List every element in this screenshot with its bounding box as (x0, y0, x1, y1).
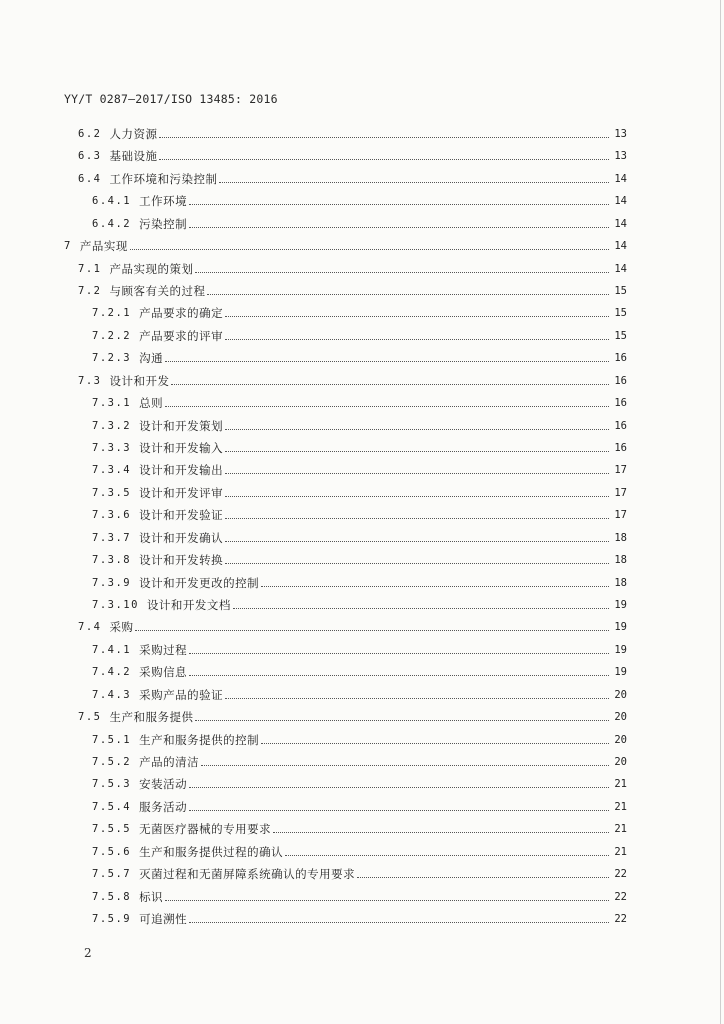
toc-entry-page: 21 (614, 823, 627, 835)
toc-entry-page: 16 (614, 442, 627, 454)
toc-entry-page: 19 (614, 644, 627, 656)
toc-entry-title: 人力资源 (109, 127, 158, 141)
toc-entry-number: 7.5.3 (92, 778, 132, 790)
toc-entry-page: 16 (614, 397, 627, 409)
toc-dot-leader (189, 653, 609, 654)
toc-entry-title: 设计和开发转换 (139, 553, 224, 567)
toc-entry-number: 6.4.1 (92, 195, 132, 207)
toc-entry-number: 7.1 (78, 263, 102, 275)
toc-entry-page: 20 (614, 711, 627, 723)
toc-entry[interactable] (92, 507, 627, 523)
toc-entry-title: 生产和服务提供的控制 (139, 733, 260, 747)
toc-dot-leader (225, 563, 609, 564)
toc-entry-title: 采购 (109, 620, 134, 634)
toc-entry-number: 7.5.2 (92, 756, 132, 768)
toc-entry-page: 13 (614, 128, 627, 140)
toc-entry[interactable] (78, 373, 627, 389)
toc-entry[interactable] (78, 126, 627, 142)
toc-entry-number: 7.3.3 (92, 442, 132, 454)
toc-entry-page: 17 (614, 509, 627, 521)
toc-entry[interactable] (92, 350, 627, 366)
toc-entry[interactable] (92, 395, 627, 411)
toc-dot-leader (225, 518, 609, 519)
toc-entry-number: 7 (64, 240, 72, 252)
toc-entry-title: 生产和服务提供过程的确认 (139, 845, 284, 859)
toc-entry-page: 22 (614, 891, 627, 903)
toc-entry[interactable] (92, 664, 627, 680)
toc-entry-title: 设计和开发文档 (146, 598, 231, 612)
toc-dot-leader (261, 743, 609, 744)
toc-entry[interactable] (92, 552, 627, 568)
toc-entry-number: 7.3.8 (92, 554, 132, 566)
toc-entry-page: 16 (614, 375, 627, 387)
toc-entry-page: 14 (614, 195, 627, 207)
toc-entry[interactable] (92, 866, 627, 882)
toc-entry-number: 7.5.8 (92, 891, 132, 903)
toc-entry-page: 14 (614, 218, 627, 230)
toc-entry-number: 7.2.3 (92, 352, 132, 364)
toc-dot-leader (189, 227, 609, 228)
toc-entry-page: 18 (614, 532, 627, 544)
toc-entry[interactable] (92, 530, 627, 546)
toc-entry-number: 7.4.1 (92, 644, 132, 656)
toc-entry[interactable] (92, 597, 627, 613)
toc-dot-leader (233, 608, 609, 609)
toc-entry-page: 14 (614, 263, 627, 275)
toc-entry-page: 14 (614, 240, 627, 252)
toc-dot-leader (201, 765, 609, 766)
toc-dot-leader (171, 384, 609, 385)
toc-entry[interactable] (92, 732, 627, 748)
toc-entry-number: 7.3.1 (92, 397, 132, 409)
toc-dot-leader (225, 451, 609, 452)
toc-entry[interactable] (92, 911, 627, 927)
toc-entry-page: 21 (614, 846, 627, 858)
toc-entry[interactable] (92, 193, 627, 209)
toc-entry[interactable] (92, 844, 627, 860)
toc-entry-title: 设计和开发输入 (139, 441, 224, 455)
toc-entry-page: 20 (614, 756, 627, 768)
toc-entry[interactable] (92, 440, 627, 456)
toc-entry[interactable] (92, 328, 627, 344)
toc-dot-leader (189, 675, 609, 676)
toc-entry-title: 产品实现的策划 (109, 262, 194, 276)
toc-entry[interactable] (92, 889, 627, 905)
toc-entry-number: 7.5.1 (92, 734, 132, 746)
toc-entry-page: 18 (614, 554, 627, 566)
toc-dot-leader (189, 787, 609, 788)
toc-entry-title: 采购过程 (139, 643, 188, 657)
toc-entry[interactable] (92, 799, 627, 815)
toc-dot-leader (189, 922, 609, 923)
toc-entry-number: 7.5 (78, 711, 102, 723)
toc-entry-title: 设计和开发输出 (139, 463, 224, 477)
toc-dot-leader (357, 877, 609, 878)
toc-entry-title: 安装活动 (139, 777, 188, 791)
toc-entry-page: 15 (614, 307, 627, 319)
toc-entry-number: 7.3.9 (92, 577, 132, 589)
toc-entry-page: 13 (614, 150, 627, 162)
toc-entry-title: 沟通 (139, 351, 164, 365)
toc-entry[interactable] (78, 709, 627, 725)
toc-entry-number: 7.3.6 (92, 509, 132, 521)
toc-entry-page: 19 (614, 621, 627, 633)
toc-dot-leader (225, 541, 609, 542)
toc-entry[interactable] (78, 283, 627, 299)
toc-entry-number: 7.4.3 (92, 689, 132, 701)
toc-entry-number: 7.2.1 (92, 307, 132, 319)
toc-entry-title: 基础设施 (109, 149, 158, 163)
toc-entry[interactable] (64, 238, 627, 254)
toc-entry-page: 16 (614, 420, 627, 432)
toc-dot-leader (261, 586, 609, 587)
page-number: 2 (84, 946, 92, 960)
toc-entry[interactable] (92, 776, 627, 792)
toc-entry-title: 无菌医疗器械的专用要求 (139, 822, 272, 836)
toc-entry[interactable] (78, 148, 627, 164)
toc-entry[interactable] (92, 821, 627, 837)
toc-dot-leader (195, 272, 609, 273)
toc-entry-title: 服务活动 (139, 800, 188, 814)
toc-dot-leader (165, 900, 609, 901)
toc-dot-leader (135, 630, 609, 631)
toc-dot-leader (285, 855, 609, 856)
toc-entry-title: 标识 (139, 890, 164, 904)
toc-entry-title: 生产和服务提供 (109, 710, 194, 724)
toc-entry-number: 7.5.4 (92, 801, 132, 813)
toc-entry-title: 污染控制 (139, 217, 188, 231)
toc-entry[interactable] (92, 485, 627, 501)
toc-dot-leader (165, 406, 609, 407)
toc-entry-number: 7.2 (78, 285, 102, 297)
toc-entry-number: 7.5.9 (92, 913, 132, 925)
toc-dot-leader (189, 204, 609, 205)
toc-entry-number: 6.4.2 (92, 218, 132, 230)
toc-entry[interactable] (92, 305, 627, 321)
toc-entry-number: 7.3.2 (92, 420, 132, 432)
toc-dot-leader (225, 316, 609, 317)
toc-entry-title: 设计和开发确认 (139, 531, 224, 545)
toc-entry-title: 产品实现 (79, 239, 128, 253)
toc-entry-number: 6.4 (78, 173, 102, 185)
toc-dot-leader (165, 361, 609, 362)
toc-entry-number: 7.4 (78, 621, 102, 633)
toc-dot-leader (189, 810, 609, 811)
toc-entry-number: 6.2 (78, 128, 102, 140)
toc-entry-page: 17 (614, 487, 627, 499)
toc-dot-leader (225, 473, 609, 474)
toc-entry-page: 15 (614, 285, 627, 297)
toc-entry[interactable] (92, 754, 627, 770)
toc-dot-leader (159, 137, 609, 138)
toc-entry-title: 设计和开发验证 (139, 508, 224, 522)
toc-entry-title: 产品要求的评审 (139, 329, 224, 343)
toc-entry-title: 工作环境和污染控制 (109, 172, 218, 186)
toc-entry[interactable] (92, 687, 627, 703)
document-header: YY/T 0287—2017/ISO 13485: 2016 (64, 92, 278, 106)
toc-dot-leader (225, 496, 609, 497)
toc-entry-number: 7.3 (78, 375, 102, 387)
toc-entry-title: 可追溯性 (139, 912, 188, 926)
toc-dot-leader (225, 429, 609, 430)
toc-dot-leader (130, 249, 609, 250)
toc-entry-number: 7.5.7 (92, 868, 132, 880)
toc-entry-number: 6.3 (78, 150, 102, 162)
toc-entry[interactable] (92, 575, 627, 591)
toc-entry-number: 7.4.2 (92, 666, 132, 678)
toc-entry-page: 22 (614, 913, 627, 925)
toc-dot-leader (207, 294, 609, 295)
page-edge-line (720, 0, 721, 1024)
toc-entry-number: 7.3.7 (92, 532, 132, 544)
toc-entry-title: 产品的清洁 (139, 755, 200, 769)
toc-dot-leader (225, 698, 609, 699)
toc-entry-page: 20 (614, 734, 627, 746)
toc-entry[interactable] (92, 462, 627, 478)
toc-entry-number: 7.2.2 (92, 330, 132, 342)
toc-entry-number: 7.5.5 (92, 823, 132, 835)
toc-entry-title: 采购产品的验证 (139, 688, 224, 702)
toc-dot-leader (195, 720, 609, 721)
toc-entry[interactable] (78, 261, 627, 277)
toc-entry-title: 产品要求的确定 (139, 306, 224, 320)
toc-entry-number: 7.3.10 (92, 599, 139, 611)
toc-entry-title: 与顾客有关的过程 (109, 284, 206, 298)
toc-entry-page: 22 (614, 868, 627, 880)
toc-entry-page: 14 (614, 173, 627, 185)
toc-entry[interactable] (92, 418, 627, 434)
toc-entry-number: 7.5.6 (92, 846, 132, 858)
toc-entry-number: 7.3.5 (92, 487, 132, 499)
toc-entry[interactable] (92, 216, 627, 232)
toc-entry-page: 15 (614, 330, 627, 342)
toc-entry-title: 灭菌过程和无菌屏障系统确认的专用要求 (139, 867, 356, 881)
toc-entry-title: 设计和开发评审 (139, 486, 224, 500)
toc-entry-title: 设计和开发 (109, 374, 170, 388)
toc-entry[interactable] (78, 619, 627, 635)
toc-entry-page: 16 (614, 352, 627, 364)
toc-entry-title: 设计和开发更改的控制 (139, 576, 260, 590)
toc-entry-page: 17 (614, 464, 627, 476)
toc-dot-leader (225, 339, 609, 340)
toc-entry-page: 18 (614, 577, 627, 589)
toc-entry-title: 设计和开发策划 (139, 419, 224, 433)
toc-entry-title: 采购信息 (139, 665, 188, 679)
toc-entry-page: 21 (614, 801, 627, 813)
toc-entry-page: 20 (614, 689, 627, 701)
toc-entry-title: 总则 (139, 396, 164, 410)
toc-entry-page: 21 (614, 778, 627, 790)
toc-entry-page: 19 (614, 666, 627, 678)
toc-dot-leader (273, 832, 609, 833)
toc-entry[interactable] (92, 642, 627, 658)
toc-entry-page: 19 (614, 599, 627, 611)
toc-dot-leader (159, 159, 609, 160)
toc-entry-number: 7.3.4 (92, 464, 132, 476)
toc-dot-leader (219, 182, 609, 183)
toc-entry-title: 工作环境 (139, 194, 188, 208)
toc-entry[interactable] (78, 171, 627, 187)
